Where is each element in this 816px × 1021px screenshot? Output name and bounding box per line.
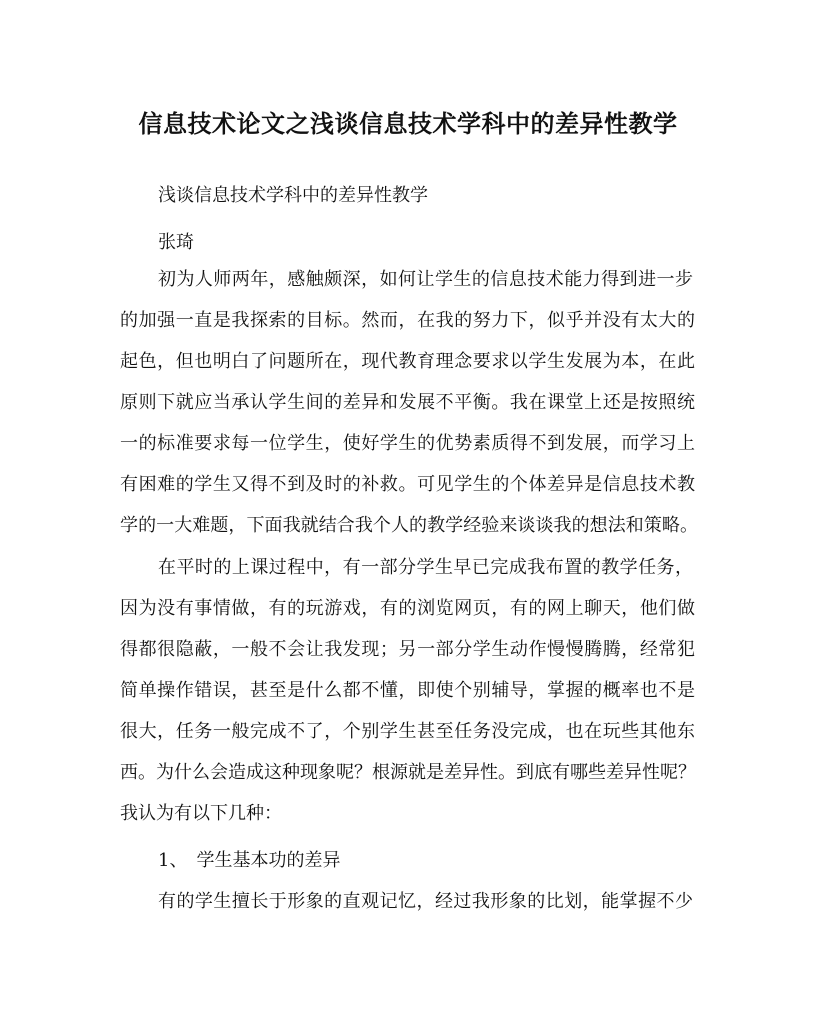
document-title: 信息技术论文之浅谈信息技术学科中的差异性教学 xyxy=(138,109,678,138)
paragraph-1-line-7: 学的一大难题，下面我就结合我个人的教学经验来谈谈我的想法和策略。 xyxy=(120,515,698,536)
paragraph-1-line-2: 的加强一直是我探索的目标。然而，在我的努力下，似乎并没有太大的 xyxy=(120,310,695,331)
paragraph-2-line-1: 在平时的上课过程中，有一部分学生早已完成我布置的教学任务， xyxy=(158,557,693,578)
section-heading-1: 1、 学生基本功的差异 xyxy=(158,850,341,871)
paragraph-2-line-5: 很大，任务一般完成不了，个别学生甚至任务没完成，也在玩些其他东 xyxy=(120,721,695,742)
paragraph-2-line-3: 得都很隐蔽，一般不会让我发现；另一部分学生动作慢慢腾腾，经常犯 xyxy=(120,639,695,660)
paragraph-1-line-4: 原则下就应当承认学生间的差异和发展不平衡。我在课堂上还是按照统 xyxy=(120,392,695,413)
paragraph-2-line-2: 因为没有事情做，有的玩游戏，有的浏览网页，有的网上聊天，他们做 xyxy=(120,598,695,619)
paragraph-2-line-4: 简单操作错误，甚至是什么都不懂，即使个别辅导，掌握的概率也不是 xyxy=(120,680,695,701)
paragraph-1-line-1: 初为人师两年，感触颇深，如何让学生的信息技术能力得到进一步 xyxy=(158,269,693,290)
paragraph-1-line-6: 有困难的学生又得不到及时的补救。可见学生的个体差异是信息技术教 xyxy=(120,474,695,495)
document-subtitle: 浅谈信息技术学科中的差异性教学 xyxy=(158,185,428,206)
author-name: 张琦 xyxy=(158,232,194,253)
paragraph-2-line-6: 西。为什么会造成这种现象呢？根源就是差异性。到底有哪些差异性呢？ xyxy=(120,762,696,783)
paragraph-1-line-3: 起色，但也明白了问题所在，现代教育理念要求以学生发展为本，在此 xyxy=(120,351,695,372)
paragraph-3-line-1: 有的学生擅长于形象的直观记忆，经过我形象的比划，能掌握不少 xyxy=(158,891,693,912)
paragraph-1-line-5: 一的标准要求每一位学生，使好学生的优势素质得不到发展，而学习上 xyxy=(120,433,695,454)
paragraph-2-line-7: 我认为有以下几种： xyxy=(120,803,282,824)
